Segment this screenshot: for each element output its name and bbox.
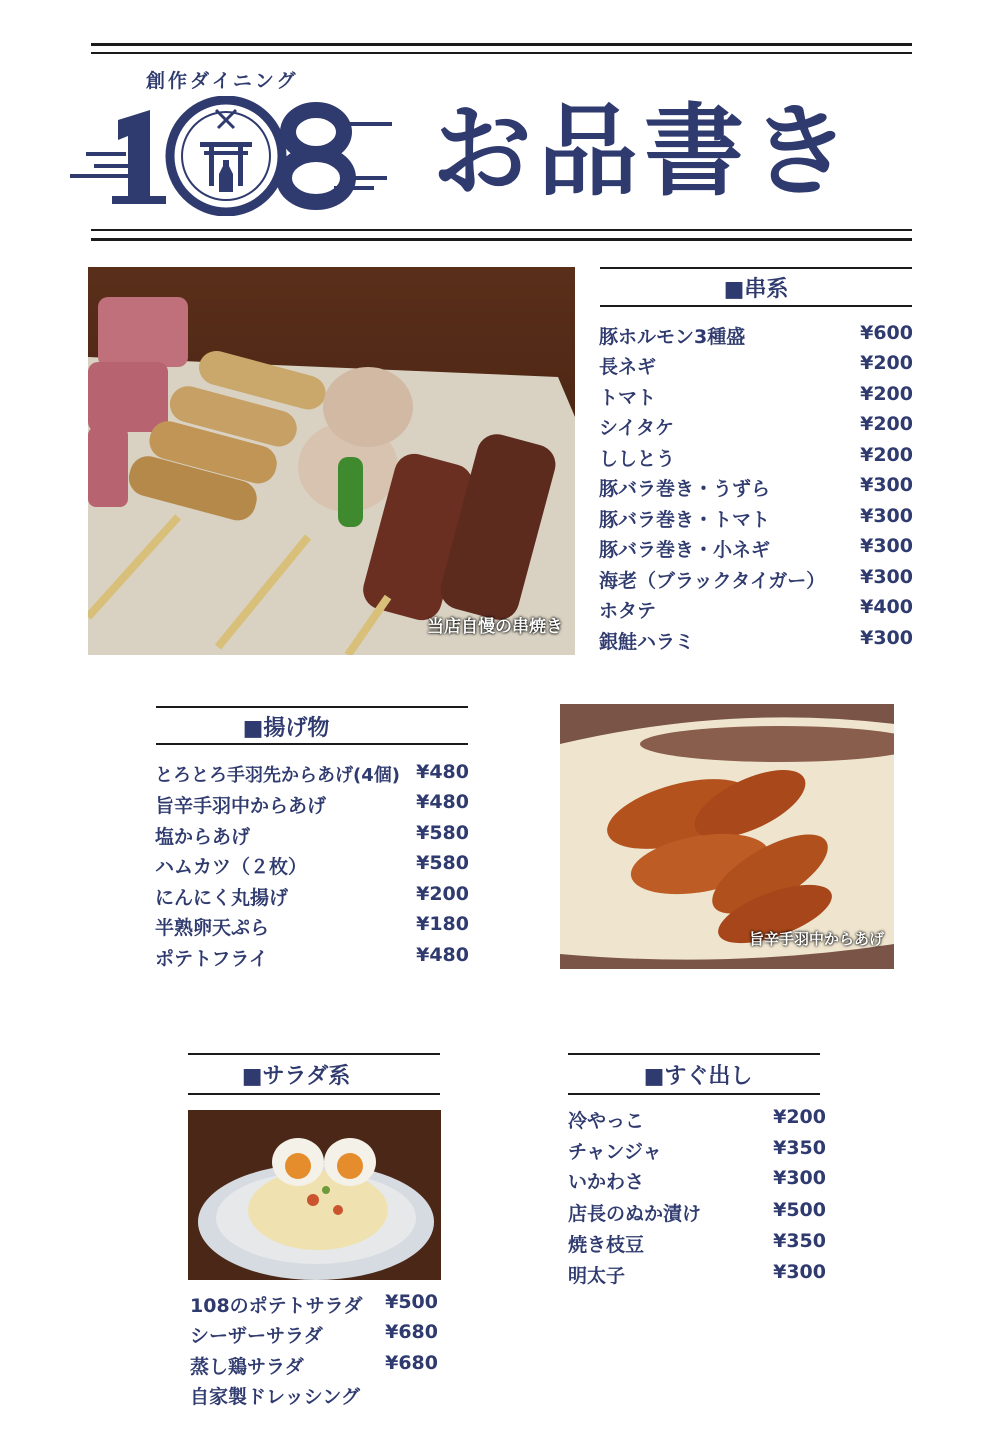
menu-item-price: ¥400 (860, 596, 913, 618)
menu-item-name: 銀鮭ハラミ (599, 631, 695, 653)
menu-item-price: ¥480 (416, 761, 469, 783)
wings-caption: 旨辛手羽中からあげ (748, 930, 884, 948)
wings-photo (560, 704, 894, 969)
salad-section-title: ■サラダ系 (241, 1064, 351, 1089)
menu-item-name: ハムカツ（２枚） (155, 856, 308, 878)
menu-item (190, 1291, 438, 1318)
menu-item-price: ¥300 (773, 1261, 826, 1283)
menu-item-name: 108のポテトサラダ (190, 1295, 363, 1317)
menu-item-price: ¥480 (416, 944, 469, 966)
kushi-section-title: ■串系 (723, 277, 789, 302)
agemono-top-rule (156, 706, 468, 708)
menu-item-price: ¥300 (860, 505, 913, 527)
menu-item-price: ¥300 (860, 535, 913, 557)
header-top-rule-1 (91, 43, 912, 46)
menu-item-name: トマト (599, 387, 657, 409)
menu-item-name: 冷やっこ (568, 1110, 645, 1132)
menu-item-price: ¥580 (416, 822, 469, 844)
kushi-bottom-rule (600, 305, 912, 307)
menu-item-price: ¥200 (860, 383, 913, 405)
menu-item (599, 444, 913, 471)
salad-top-rule (188, 1053, 440, 1055)
menu-item-price: ¥300 (860, 474, 913, 496)
menu-item-name: 豚バラ巻き・小ネギ (599, 539, 771, 561)
shop-subtitle: 創作ダイニング (146, 70, 299, 92)
menu-item-name: ホタテ (599, 600, 657, 622)
menu-item (568, 1230, 826, 1257)
menu-item-price: ¥680 (385, 1321, 438, 1343)
menu-item-price: ¥500 (385, 1291, 438, 1313)
agemono-section-title: ■揚げ物 (242, 716, 330, 741)
kushiyaki-caption: 当店自慢の串焼き (427, 617, 563, 637)
menu-item-price: ¥200 (773, 1106, 826, 1128)
menu-item-name: 海老（ブラックタイガー） (599, 570, 826, 592)
menu-item-price: ¥580 (416, 852, 469, 874)
shop-logo (66, 96, 396, 216)
menu-item-name: シイタケ (599, 417, 675, 439)
menu-item (599, 322, 913, 349)
menu-item-price: ¥300 (860, 566, 913, 588)
skewer-plate-image (88, 267, 575, 655)
menu-item (599, 474, 913, 501)
logo-emblem-icon (66, 96, 396, 216)
sugudashi-section-title: ■すぐ出し (643, 1064, 753, 1089)
menu-item (568, 1261, 826, 1288)
menu-item-price: ¥200 (860, 444, 913, 466)
menu-item-price: ¥480 (416, 791, 469, 813)
menu-item-price: ¥300 (773, 1167, 826, 1189)
header-bottom-rule-1 (91, 229, 912, 231)
menu-item-price: ¥500 (773, 1199, 826, 1221)
menu-item-name: 塩からあげ (155, 826, 251, 848)
dressing-note: 自家製ドレッシング (190, 1386, 360, 1408)
menu-item-price: ¥300 (860, 627, 913, 649)
menu-item-price: ¥600 (860, 322, 913, 344)
menu-item (190, 1321, 438, 1348)
menu-item-name: 長ネギ (599, 356, 657, 378)
header-bottom-rule-2 (91, 238, 912, 241)
salad-bottom-rule (188, 1093, 440, 1095)
menu-item-price: ¥350 (773, 1230, 826, 1252)
kushiyaki-photo (88, 267, 575, 655)
header-top-rule-2 (91, 52, 912, 54)
menu-item (599, 627, 913, 654)
menu-item-name: 半熟卵天ぷら (155, 917, 270, 939)
potato-salad-photo (188, 1110, 441, 1280)
menu-item-name: 豚バラ巻き・トマト (599, 509, 771, 531)
menu-item (155, 944, 469, 971)
menu-item-name: 豚バラ巻き・うずら (599, 478, 771, 500)
menu-item (568, 1199, 826, 1226)
menu-item-price: ¥200 (416, 883, 469, 905)
menu-item-price: ¥350 (773, 1137, 826, 1159)
menu-item-name: 店長のぬか漬け (568, 1203, 702, 1225)
menu-item-name: 蒸し鶏サラダ (190, 1356, 304, 1378)
menu-item (155, 913, 469, 940)
menu-item-name: 焼き枝豆 (568, 1234, 645, 1256)
menu-item-name: 旨辛手羽中からあげ (155, 795, 327, 817)
menu-item (599, 383, 913, 410)
menu-item-name: チャンジャ (568, 1141, 662, 1163)
menu-item (155, 761, 469, 787)
menu-item-price: ¥200 (860, 413, 913, 435)
menu-item-price: ¥180 (416, 913, 469, 935)
menu-item-name: ポテトフライ (155, 948, 268, 970)
kushi-top-rule (600, 267, 912, 269)
menu-item (155, 883, 469, 910)
sugudashi-top-rule (568, 1053, 820, 1055)
menu-item (155, 852, 469, 879)
menu-item (599, 505, 913, 532)
menu-item-name: 豚ホルモン3種盛 (599, 326, 746, 348)
menu-item (155, 822, 469, 849)
menu-item (599, 596, 913, 623)
menu-item-price: ¥200 (860, 352, 913, 374)
menu-item (190, 1352, 438, 1379)
menu-item-name: にんにく丸揚げ (155, 887, 289, 909)
menu-item-name: ししとう (599, 448, 676, 470)
menu-item (568, 1137, 826, 1164)
menu-item-name: シーザーサラダ (190, 1325, 323, 1347)
menu-item (599, 352, 913, 379)
sugudashi-bottom-rule (568, 1093, 820, 1095)
menu-item (155, 791, 469, 818)
menu-item (599, 413, 913, 440)
menu-item (599, 566, 913, 593)
menu-item-name: 明太子 (568, 1265, 626, 1287)
agemono-bottom-rule (156, 743, 468, 745)
menu-item (599, 535, 913, 562)
menu-item (568, 1167, 826, 1194)
potato-salad-image (188, 1110, 441, 1280)
menu-item (568, 1106, 826, 1133)
menu-item-name: とろとろ手羽先からあげ(4個) (155, 765, 400, 786)
menu-item-price: ¥680 (385, 1352, 438, 1374)
page-title: お品書き (432, 93, 856, 210)
menu-item-name: いかわさ (568, 1171, 645, 1193)
